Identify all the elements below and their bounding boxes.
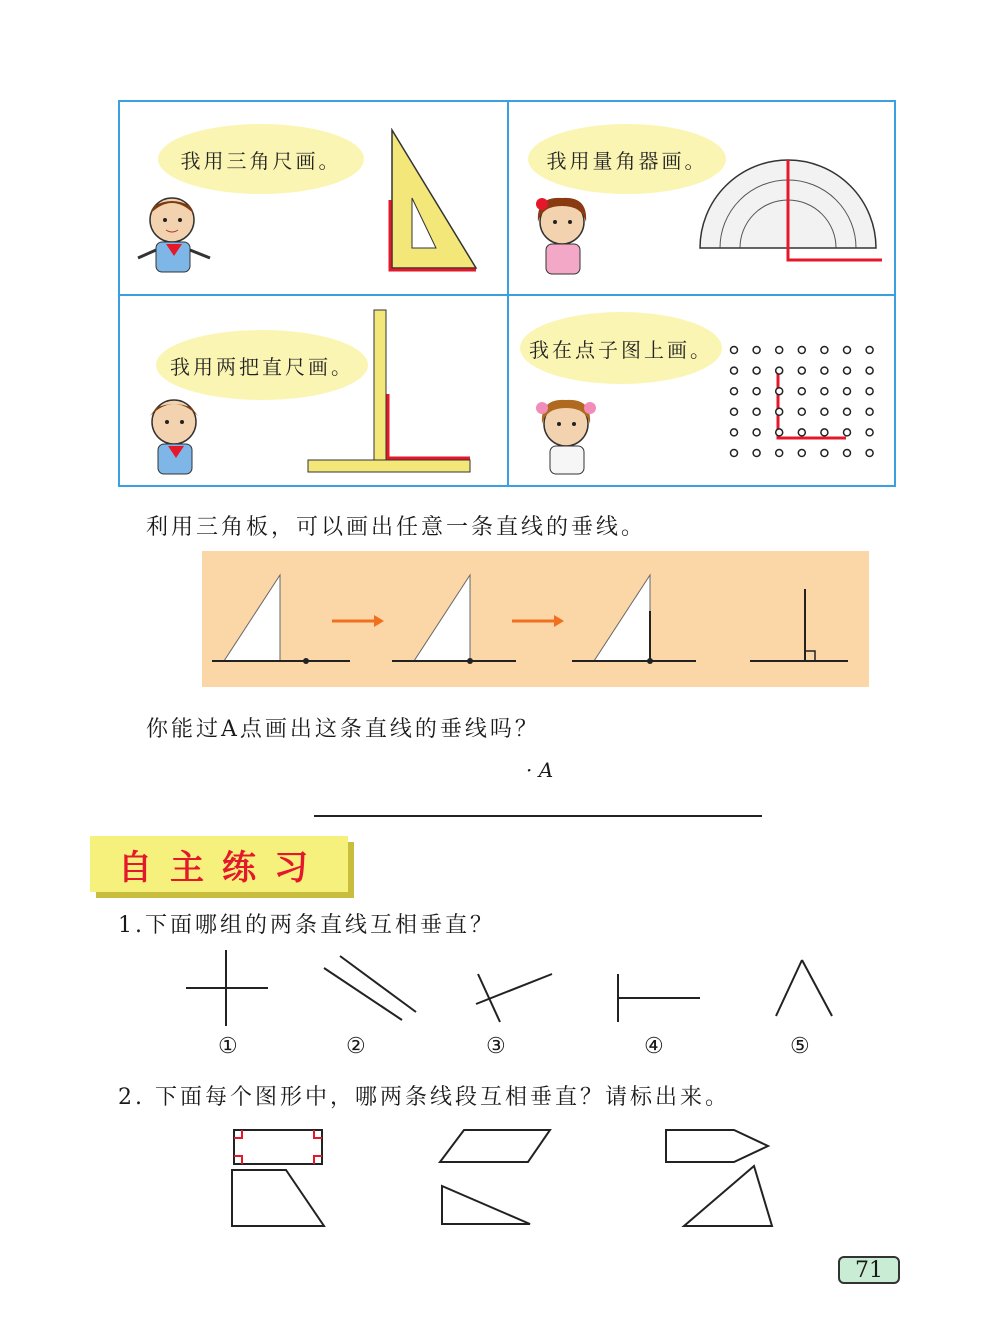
grid-dot (821, 429, 828, 436)
grid-dot (821, 408, 828, 415)
question-text: 你能过A点画出这条直线的垂线吗？ (146, 717, 540, 742)
speech-text: 我用量角器画。 (546, 148, 708, 173)
grid-dot (866, 429, 873, 436)
grid-dot (798, 367, 805, 374)
page-number: 71 (838, 1256, 900, 1284)
grid-dot (821, 450, 828, 457)
grid-dot (866, 388, 873, 395)
grid-dot (776, 429, 783, 436)
grid-dot (776, 450, 783, 457)
grid-dot (753, 408, 760, 415)
dot-grid-drawing (722, 342, 886, 466)
speech-bubble-dot-grid (520, 312, 722, 384)
girl-figure-2 (526, 394, 616, 478)
grid-divider-horizontal (120, 294, 894, 296)
section-header (90, 836, 348, 892)
intro-text: 利用三角板，可以画出任意一条直线的垂线。 (146, 515, 647, 540)
grid-dot (776, 388, 783, 395)
grid-dot (844, 367, 851, 374)
exercise-1-figures (180, 944, 840, 1034)
grid-dot (731, 388, 738, 395)
grid-dot (866, 347, 873, 354)
two-rulers-drawing (306, 308, 472, 476)
boy-figure-1 (130, 192, 230, 282)
grid-dot (731, 429, 738, 436)
grid-dot (798, 450, 805, 457)
grid-dot (753, 347, 760, 354)
point-a-label: · A (526, 758, 554, 782)
girl-figure-1 (522, 192, 612, 282)
speech-text: 我用两把直尺画。 (170, 354, 354, 379)
grid-dot (753, 388, 760, 395)
grid-dot (844, 388, 851, 395)
grid-dot (821, 367, 828, 374)
grid-dot (731, 408, 738, 415)
option-label-4: ④ (644, 1034, 664, 1059)
grid-dot (753, 429, 760, 436)
speech-text: 我在点子图上画。 (529, 337, 713, 362)
exercise-1-prompt: 1.下面哪组的两条直线互相垂直？ (118, 913, 495, 938)
grid-dot (753, 367, 760, 374)
triangle-steps-panel (202, 551, 869, 687)
grid-dot (731, 367, 738, 374)
triangle-steps-drawing (202, 551, 869, 687)
speech-text: 我用三角尺画。 (180, 148, 342, 173)
grid-dot (798, 429, 805, 436)
grid-dot (798, 408, 805, 415)
given-line (314, 815, 762, 817)
option-label-5: ⑤ (790, 1034, 810, 1059)
section-title: 自主练习 (118, 848, 326, 888)
exercise-2-prompt: 2. 下面每个图形中，哪两条线段互相垂直？请标出来。 (118, 1085, 730, 1110)
option-label-2: ② (346, 1034, 366, 1059)
grid-dot (844, 450, 851, 457)
grid-dot (753, 450, 760, 457)
grid-dot (866, 408, 873, 415)
method-panel-grid (118, 100, 896, 487)
speech-bubble-triangle-ruler (158, 124, 364, 194)
grid-dot (844, 347, 851, 354)
grid-dot (821, 347, 828, 354)
option-label-1: ① (218, 1034, 238, 1059)
triangle-ruler-drawing (386, 128, 482, 278)
option-label-3: ③ (486, 1034, 506, 1059)
grid-dot (776, 347, 783, 354)
grid-dot (731, 450, 738, 457)
grid-dot (844, 408, 851, 415)
grid-dot (866, 450, 873, 457)
grid-dot (844, 429, 851, 436)
grid-dot (821, 388, 828, 395)
grid-dot (776, 408, 783, 415)
grid-dot (731, 347, 738, 354)
grid-dot (866, 367, 873, 374)
boy-figure-2 (134, 392, 224, 478)
grid-dot (776, 367, 783, 374)
protractor-drawing (696, 154, 882, 266)
grid-dot (798, 347, 805, 354)
exercise-2-figures (224, 1122, 784, 1234)
grid-dot (798, 388, 805, 395)
